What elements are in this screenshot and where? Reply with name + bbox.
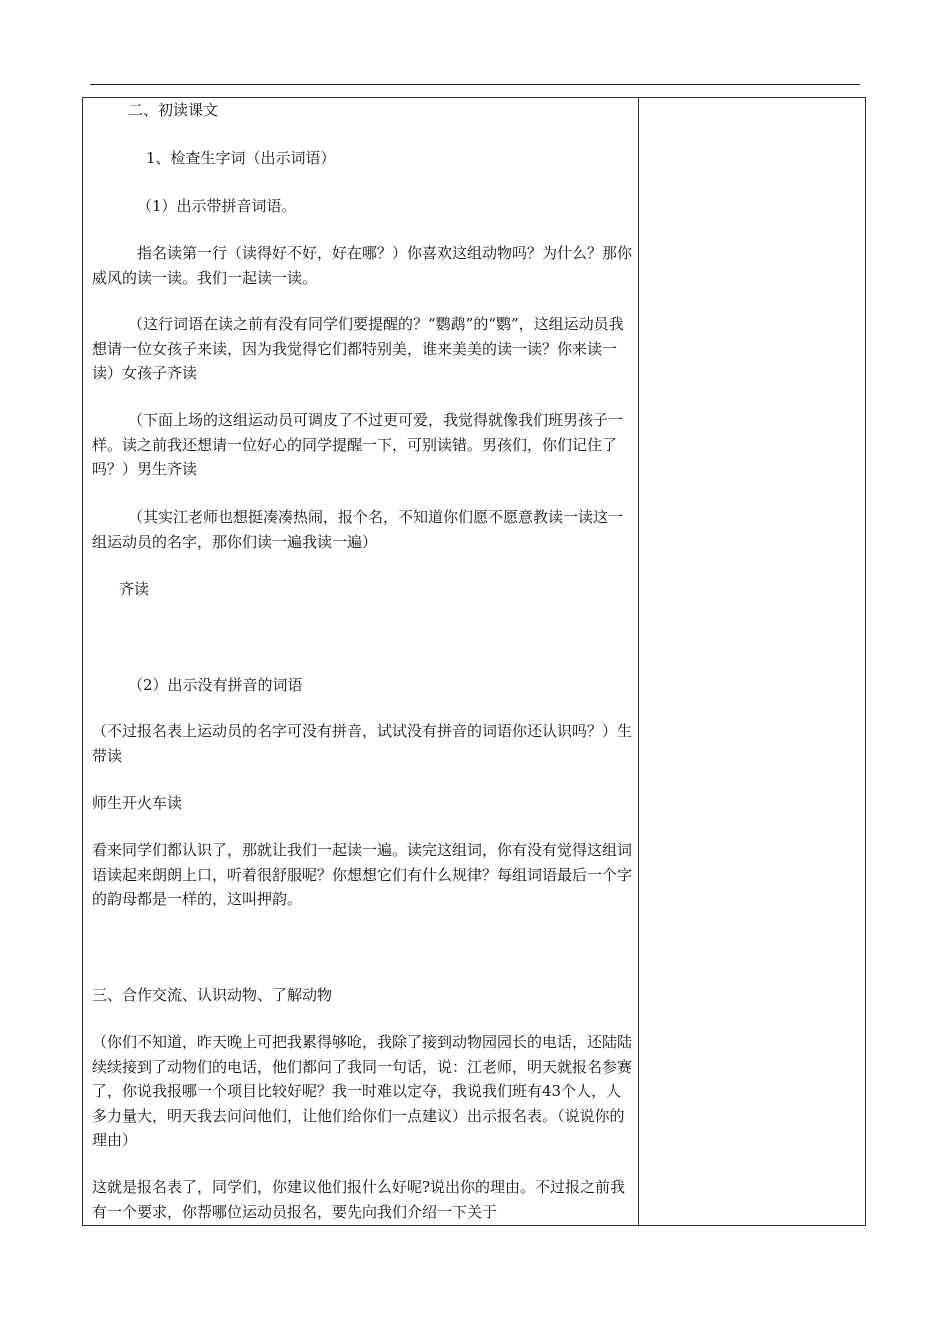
paragraph-teacher-reading: （其实江老师也想挺凑凑热闹，报个名，不知道你们愿不愿意教读一读这一组运动员的名字，那你们读一遍我读一遍） [92, 508, 624, 551]
main-content-cell [83, 98, 638, 1225]
paragraph-rhyme: 看来同学们都认识了，那就让我们一起读一遍。读完这组词，你有没有觉得这组词语读起来朗朗上口，听着很舒服呢？你想想它们有什么规律？每组词语最后一个字的韵母都是一样的，这叫押韵。 [92, 841, 633, 908]
subheading-check-words: 1、检查生字词（出示词语） [146, 149, 336, 167]
item-pinyin-words: （1）出示带拼音词语。 [137, 197, 297, 215]
paragraph-group-reading: 齐读 [119, 580, 150, 598]
paragraph-boys-reading: （下面上场的这组运动员可调皮了不过更可爱，我觉得就像我们班男孩子一样。读之前我还想请一位好心的同学提醒一下，可别读错。男孩们，你们记住了吗？）男生齐读 [92, 411, 624, 478]
notes-cell [639, 98, 865, 1225]
header-rule [90, 84, 860, 85]
paragraph-train-reading: 师生开火车读 [92, 794, 183, 812]
item-words-without-pinyin: （2）出示没有拼音的词语 [128, 676, 303, 694]
paragraph-girls-reading: （这行词语在读之前有没有同学们要提醒的？“鹦鹉”的“鹦”，这组运动员我想请一位女孩子来读，因为我觉得它们都特别美，谁来美美的读一读？你来读一读）女孩子齐读 [92, 315, 624, 382]
paragraph-registration-form: 这就是报名表了，同学们，你建议他们报什么好呢?说出你的理由。不过报之前我有一个要求，你帮哪位运动员报名，要先向我们介绍一下关于 [92, 1178, 626, 1221]
section-heading-first-reading: 二、初读课文 [128, 101, 219, 119]
paragraph-animal-calls: （你们不知道，昨天晚上可把我累得够呛，我除了接到动物园园长的电话，还陆陆续续接到了动物们的电话，他们都问了我同一句话，说：江老师，明天就报名参赛了，你说我报哪一个项目比较好呢？我一时难以定夺，我说我们班有43个人，人多力量大，明天我去问问他们，让他们给你们一点建议）出示报名表。（说说你的理由） [92, 1033, 633, 1149]
section-heading-cooperation: 三、合作交流、认识动物、了解动物 [92, 986, 333, 1004]
paragraph-name-reading: 指名读第一行（读得好不好，好在哪？）你喜欢这组动物吗？为什么？那你威风的读一读。我们一起读一读。 [92, 244, 633, 287]
lesson-plan-table [82, 97, 866, 1226]
paragraph-student-led-reading: （不过报名表上运动员的名字可没有拼音，试试没有拼音的词语你还认识吗？）生带读 [92, 722, 633, 765]
